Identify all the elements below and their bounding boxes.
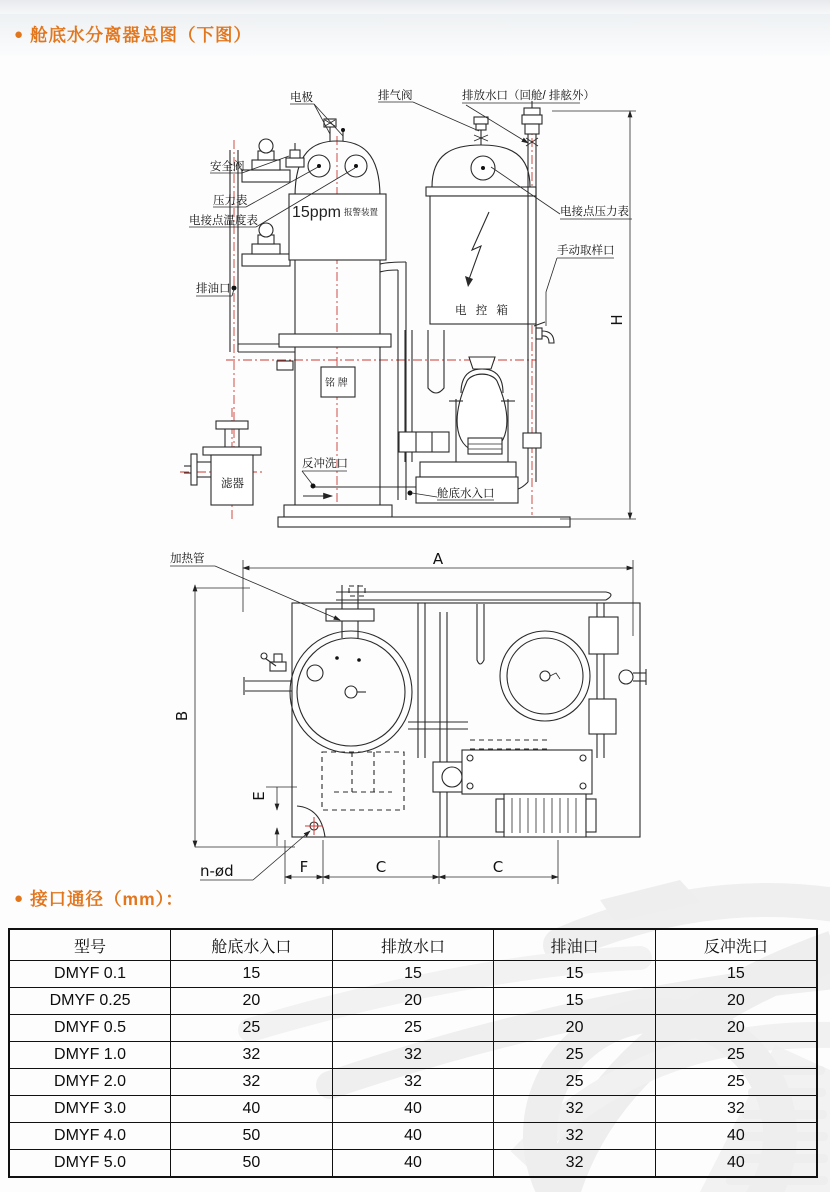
manual-sampling-label: 手动取样口: [557, 245, 615, 257]
value-cell: 15: [171, 961, 333, 988]
value-cell: 32: [171, 1042, 333, 1069]
ppm-device-label: 报警装置: [344, 207, 379, 217]
column-header: 排放水口: [332, 929, 494, 961]
contact-thermometer-label: 电接点温度表: [189, 215, 258, 227]
value-cell: 32: [332, 1042, 494, 1069]
safety-valve-fitting: [286, 143, 304, 167]
spec-table-head: [9, 929, 817, 961]
column-header: 舱底水入口: [171, 929, 333, 961]
filter-label: 滤器: [221, 478, 244, 490]
filter-assembly: [184, 421, 261, 505]
plan-view-diagram: [170, 550, 646, 884]
section2-title-text: 接口通径（mm）：: [30, 889, 184, 909]
ppm-label: 15ppm: [292, 204, 341, 221]
dim-c2-label: C: [492, 858, 504, 876]
dimension-a: [243, 550, 633, 636]
section-title-ports: [14, 886, 184, 911]
model-cell: DMYF 0.25: [9, 988, 171, 1015]
motor-block: [462, 750, 596, 837]
value-cell: 15: [494, 988, 656, 1015]
discharge-outlet-label: 排放水口（回舱/ 排舷外）: [462, 90, 595, 102]
column-header: 型号: [9, 929, 171, 961]
value-cell: 50: [171, 1123, 333, 1150]
table-row: [9, 1015, 817, 1042]
value-cell: 25: [494, 1069, 656, 1096]
value-cell: 40: [332, 1096, 494, 1123]
value-cell: 20: [171, 988, 333, 1015]
dimension-fcc: [285, 840, 558, 884]
main-tank-top: [261, 631, 412, 753]
bilge-inlet-label: 舱底水入口: [437, 488, 495, 500]
value-cell: 15: [332, 961, 494, 988]
value-cell: 40: [171, 1096, 333, 1123]
electrode-label: 电极: [290, 92, 313, 104]
model-cell: DMYF 4.0: [9, 1123, 171, 1150]
secondary-tank-top: [500, 631, 590, 721]
spec-table-body: [9, 961, 817, 1178]
plan-piping: [322, 603, 646, 837]
pressure-gauge-label: 压力表: [213, 195, 248, 207]
right-valve: [619, 669, 646, 685]
value-cell: 40: [655, 1123, 817, 1150]
value-cell: 32: [171, 1069, 333, 1096]
header-row: [9, 929, 817, 961]
value-cell: 15: [494, 961, 656, 988]
valve-assembly: [242, 223, 290, 266]
value-cell: 25: [171, 1015, 333, 1042]
table-row: [9, 988, 817, 1015]
bullet-icon: ●: [14, 26, 25, 43]
model-cell: DMYF 0.5: [9, 1015, 171, 1042]
value-cell: 32: [494, 1150, 656, 1178]
value-cell: 25: [655, 1042, 817, 1069]
value-cell: 20: [332, 988, 494, 1015]
dim-c1-label: C: [375, 858, 387, 876]
pump: [416, 357, 518, 503]
value-cell: 32: [494, 1096, 656, 1123]
electrode-fitting: [324, 119, 345, 141]
contact-pressure-gauge-label: 电接点压力表: [560, 206, 629, 218]
dim-f-label: F: [299, 858, 309, 876]
model-cell: DMYF 2.0: [9, 1069, 171, 1096]
column-header: 排油口: [494, 929, 656, 961]
valve-assembly: [242, 139, 290, 182]
table-row: [9, 1096, 817, 1123]
value-cell: 40: [655, 1150, 817, 1178]
vessel-flange: [279, 334, 391, 347]
model-cell: DMYF 5.0: [9, 1150, 171, 1178]
model-cell: DMYF 1.0: [9, 1042, 171, 1069]
value-cell: 32: [655, 1096, 817, 1123]
section-title-overview: [14, 22, 252, 47]
heating-tube-label: 加热管: [170, 553, 205, 565]
value-cell: 20: [655, 1015, 817, 1042]
base-plates: [278, 505, 570, 527]
table-row: [9, 961, 817, 988]
value-cell: 20: [494, 1015, 656, 1042]
side-valve: [261, 653, 286, 671]
sampling-faucet: [534, 322, 554, 343]
safety-valve-label: 安全阀: [210, 161, 245, 173]
dim-a-label: A: [432, 550, 444, 568]
control-box-label: 电 控 箱: [455, 305, 511, 317]
dim-b-label: B: [173, 710, 191, 722]
front-view-diagram: [180, 88, 636, 527]
heating-tube-callout: [170, 551, 340, 620]
bullet-icon: ●: [14, 890, 25, 907]
dim-h-label: H: [608, 314, 626, 326]
dimension-e: [250, 787, 297, 846]
dim-e-label: E: [250, 791, 268, 801]
foot-bolt-hole: [297, 806, 325, 837]
value-cell: 25: [494, 1042, 656, 1069]
spec-table: [8, 928, 818, 1178]
nameplate-label: 铭 牌: [325, 378, 348, 389]
value-cell: 40: [332, 1150, 494, 1178]
value-cell: 25: [332, 1015, 494, 1042]
dim-nd-label: n-ød: [200, 862, 234, 880]
vent-valve-label: 排气阀: [378, 90, 413, 102]
side-nub: [277, 361, 293, 370]
separator-vessel: [277, 119, 406, 505]
value-cell: 32: [494, 1123, 656, 1150]
dimension-h: [552, 111, 636, 519]
heater-flange: [326, 585, 374, 638]
value-cell: 32: [332, 1069, 494, 1096]
model-cell: DMYF 3.0: [9, 1096, 171, 1123]
model-cell: DMYF 0.1: [9, 961, 171, 988]
value-cell: 40: [332, 1123, 494, 1150]
column-header: 反冲洗口: [655, 929, 817, 961]
value-cell: 50: [171, 1150, 333, 1178]
value-cell: 25: [655, 1069, 817, 1096]
table-row: [9, 1042, 817, 1069]
section1-title-text: 舱底水分离器总图（下图）: [30, 25, 253, 45]
vent-valve-fitting: [474, 117, 488, 145]
table-row: [9, 1150, 817, 1178]
bolt-hole-callout: [200, 831, 310, 880]
value-cell: 20: [655, 988, 817, 1015]
backwash-label: 反冲洗口: [302, 458, 348, 470]
value-cell: 15: [655, 961, 817, 988]
oil-drain-label: 排油口: [196, 283, 231, 295]
table-row: [9, 1069, 817, 1096]
table-row: [9, 1123, 817, 1150]
